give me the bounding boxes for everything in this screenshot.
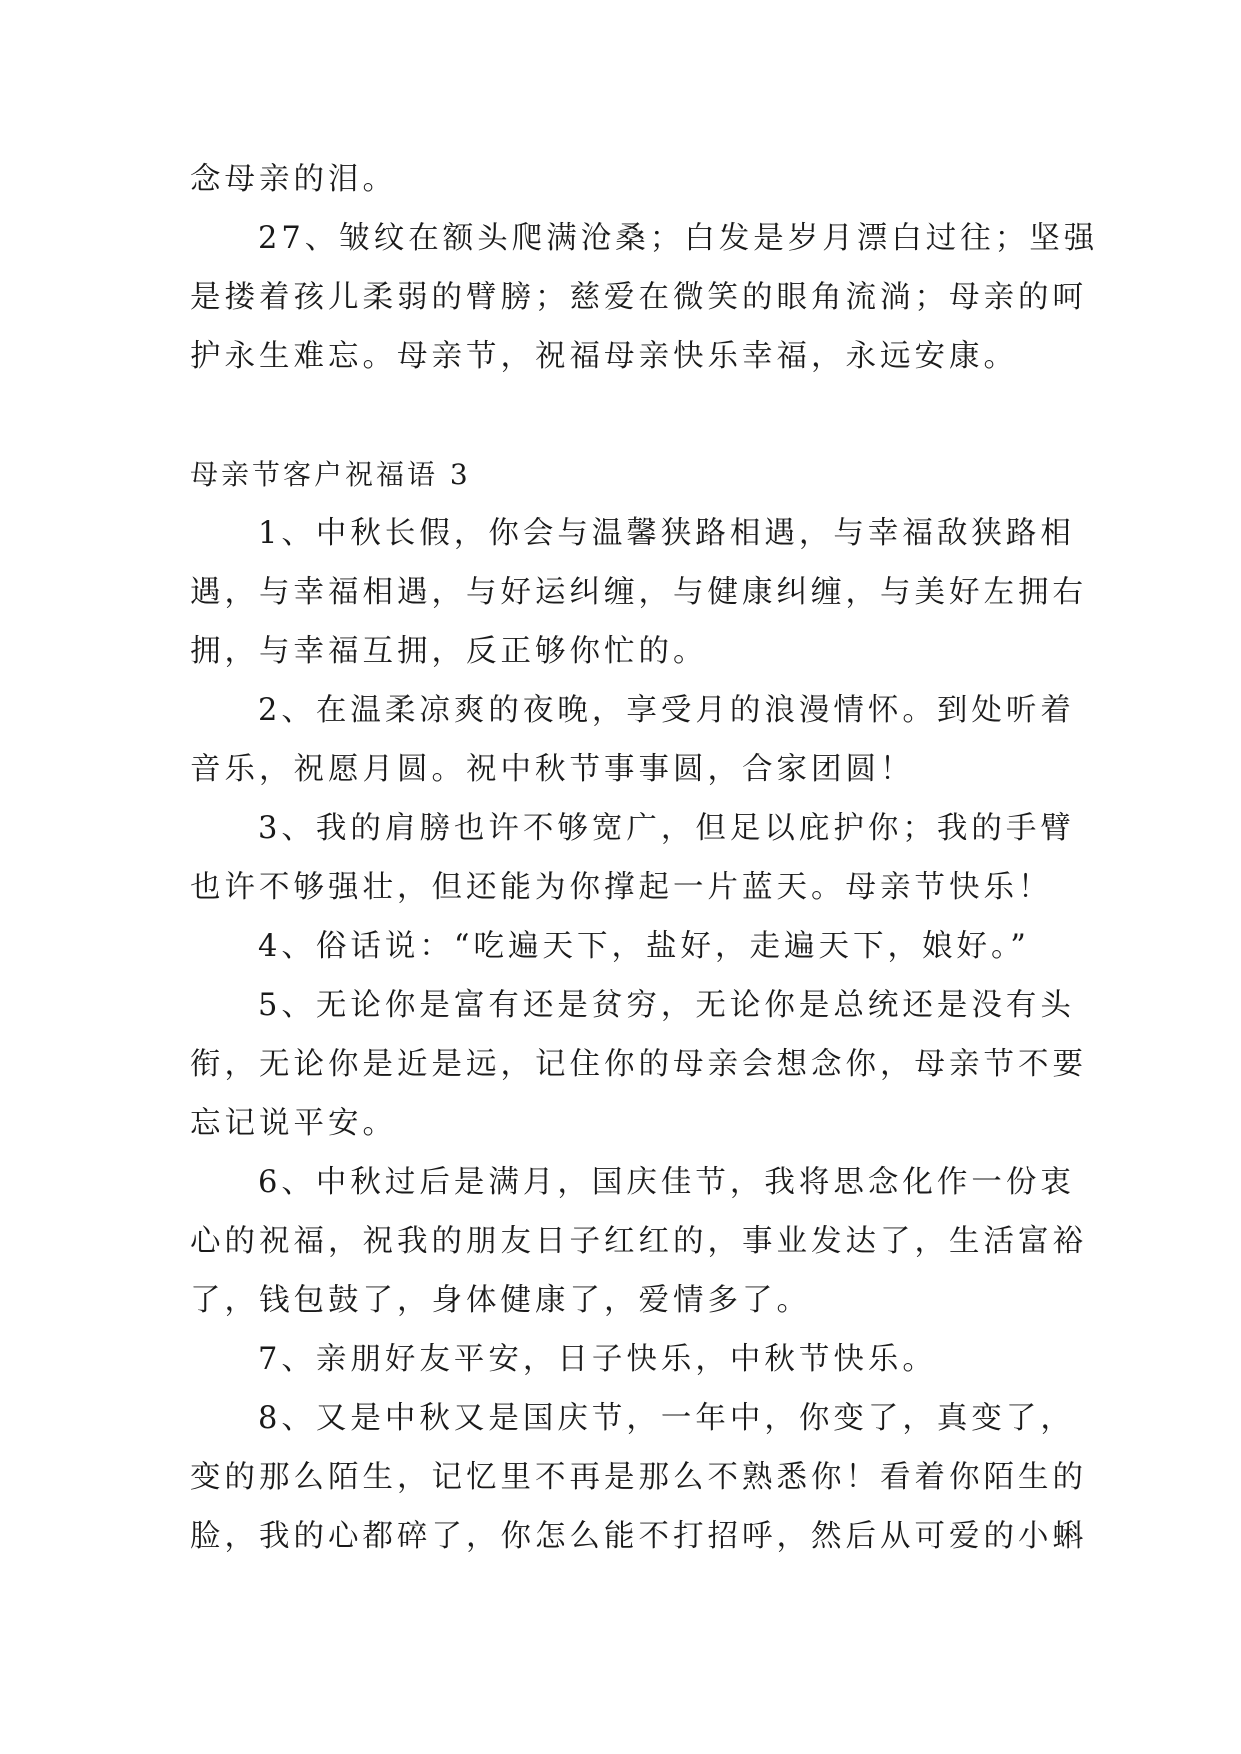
paragraph-line: 衔，无论你是近是远，记住你的母亲会想念你，母亲节不要 — [190, 1047, 1087, 1082]
paragraph-line: 了，钱包鼓了，身体健康了，爱情多了。 — [190, 1283, 811, 1318]
paragraph-line: 1、中秋长假，你会与温馨狭路相遇，与幸福敌狭路相 — [258, 516, 1075, 551]
paragraph-line: 变的那么陌生，记忆里不再是那么不熟悉你！看着你陌生的 — [190, 1460, 1087, 1495]
greeting-item — [190, 1389, 1087, 1566]
paragraph-line: 是搂着孩儿柔弱的臂膀；慈爱在微笑的眼角流淌；母亲的呵 — [190, 280, 1087, 315]
paragraph-line: 3、我的肩膀也许不够宽广，但足以庇护你；我的手臂 — [258, 811, 1075, 846]
paragraph-line: 4、俗话说：“吃遍天下，盐好，走遍天下，娘好。” — [258, 929, 1030, 964]
greeting-item — [190, 799, 1075, 917]
paragraph-line: 27、皱纹在额头爬满沧桑；白发是岁月漂白过往；坚强 — [258, 221, 1099, 256]
greeting-item — [190, 917, 1058, 976]
paragraph-27 — [190, 209, 1099, 386]
greeting-item — [190, 681, 1075, 799]
paragraph-line: 5、无论你是富有还是贫穷，无论你是总统还是没有头 — [258, 988, 1075, 1023]
greeting-item — [190, 1153, 1087, 1330]
greeting-item — [190, 1330, 1058, 1389]
paragraph-line: 脸，我的心都碎了，你怎么能不打招呼，然后从可爱的小蝌 — [190, 1519, 1087, 1554]
paragraph-gap — [190, 386, 1058, 445]
greeting-item — [190, 976, 1087, 1153]
paragraph-line: 6、中秋过后是满月，国庆佳节，我将思念化作一份衷 — [258, 1165, 1075, 1200]
paragraph-line: 也许不够强壮，但还能为你撑起一片蓝天。母亲节快乐！ — [190, 870, 1053, 905]
section-title: 母亲节客户祝福语 3 — [190, 458, 471, 491]
paragraph-line: 音乐，祝愿月圆。祝中秋节事事圆，合家团圆！ — [190, 752, 915, 787]
paragraph-line: 拥，与幸福互拥，反正够你忙的。 — [190, 634, 708, 669]
paragraph-line: 忘记说平安。 — [190, 1106, 397, 1141]
paragraph-line: 念母亲的泪。 — [190, 162, 397, 197]
paragraph-line: 7、亲朋好友平安，日子快乐，中秋节快乐。 — [258, 1342, 937, 1377]
paragraph-line: 遇，与幸福相遇，与好运纠缠，与健康纠缠，与美好左拥右 — [190, 575, 1087, 610]
paragraph-line: 护永生难忘。母亲节，祝福母亲快乐幸福，永远安康。 — [190, 339, 1018, 374]
greeting-item — [190, 504, 1087, 681]
paragraph-line: 8、又是中秋又是国庆节，一年中，你变了，真变了， — [258, 1401, 1075, 1436]
paragraph-line: 心的祝福，祝我的朋友日子红红的，事业发达了，生活富裕 — [190, 1224, 1087, 1259]
document-page — [190, 150, 1099, 1566]
paragraph-line: 2、在温柔凉爽的夜晚，享受月的浪漫情怀。到处听着 — [258, 693, 1075, 728]
greeting-list — [190, 504, 1087, 1566]
